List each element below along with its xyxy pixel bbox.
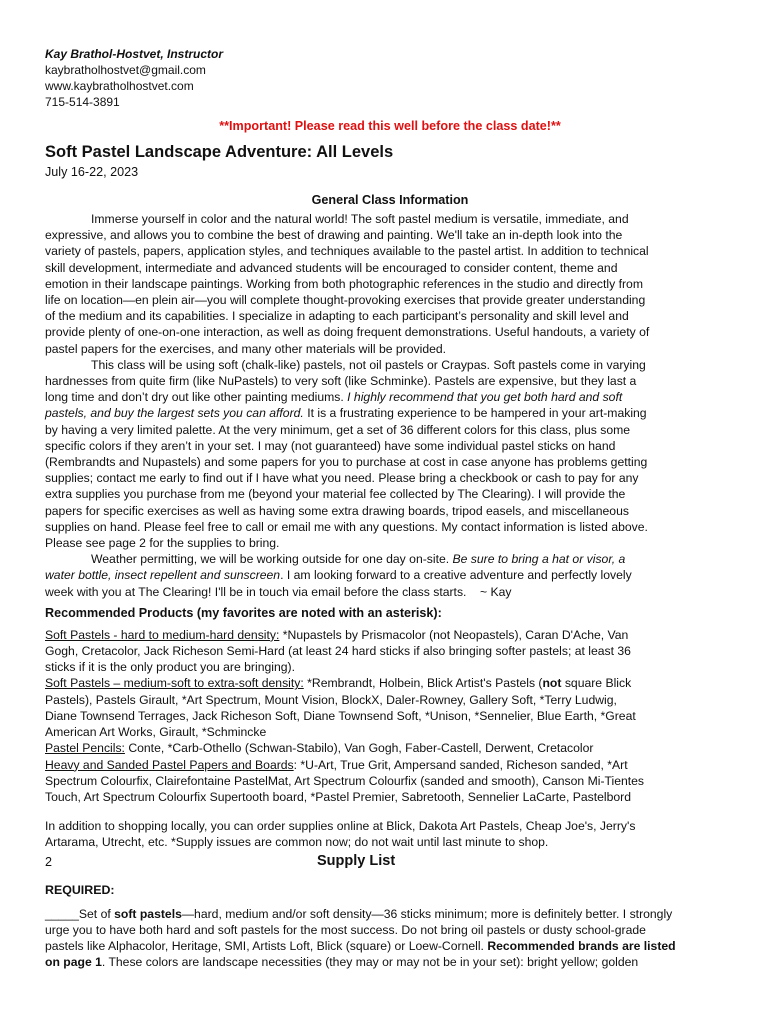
supply-item bbox=[45, 906, 735, 971]
emphasis-text: Recommended brands are listed bbox=[487, 938, 676, 953]
text-line bbox=[45, 757, 735, 773]
text-run: Conte, *Carb-Othello (Schwan-Stabilo), Van Gogh, Faber-Castell, Derwent, Cretacolor bbox=[124, 741, 594, 756]
text-line: life on location—en plein air—you will complete thought-provoking exercises that provide greater understanding bbox=[45, 293, 646, 308]
text-run: Weather permitting, we will be working outside for one day on-site. bbox=[91, 552, 453, 567]
text-line bbox=[45, 675, 735, 691]
text-run: . These colors are landscape necessities (they may or may not be in your set): bright yellow; golden bbox=[101, 955, 639, 970]
text-line bbox=[45, 389, 735, 405]
text-line: Spectrum Colourfix, Clairefontaine PastelMat, Art Spectrum Colourfix (sanded and smooth), Canson Mi-Tientes bbox=[45, 773, 645, 788]
instructor-phone: 715-514-3891 bbox=[45, 95, 120, 109]
category-label: Soft Pastels – medium-soft to extra-soft density: bbox=[45, 676, 304, 691]
text-line: Immerse yourself in color and the natural world! The soft pastel medium is versatile, immediate, and bbox=[91, 212, 629, 226]
text-line: specific colors if they aren’t in your set. I may (not guaranteed) have some individual pastel sticks on hand bbox=[45, 438, 616, 453]
text-run: : *U-Art, True Grit, Ampersand sanded, Richeson sanded, *Art bbox=[293, 757, 628, 772]
text-line: papers for specific exercises as well as having some extra drawing boards, tripod easels, and miscellaneous bbox=[45, 503, 629, 518]
text-line: This class will be using soft (chalk-like) pastels, not oil pastels or Craypas. Soft pastels come in varying bbox=[91, 357, 646, 372]
required-heading: REQUIRED: bbox=[45, 882, 115, 897]
emphasis-text: on page 1 bbox=[45, 955, 102, 970]
text-line: supplies; contact me early to find out if I have what you need. Please bring a checkbook or cash to pay for any bbox=[45, 471, 639, 486]
emphasis-text: I highly recommend that you get both hard and soft bbox=[347, 390, 623, 405]
text-line: Pastels), Pastels Girault, *Art Spectrum, Mount Vision, BlockX, Daler-Rowney, Gallery Soft, *Terry Ludwig, bbox=[45, 692, 617, 707]
text-run: It is a frustrating experience to be hampered in your art-making bbox=[303, 406, 647, 421]
instructor-website: www.kaybratholhostvet.com bbox=[45, 79, 194, 93]
text-run: long time and don’t dry out like other painting mediums. bbox=[45, 390, 348, 405]
text-line: supplies on hand. Please feel free to call or email me with any questions. My contact information is listed above. bbox=[45, 519, 648, 534]
weather-paragraph bbox=[45, 551, 735, 600]
shopping-paragraph bbox=[45, 818, 735, 850]
text-line bbox=[45, 906, 735, 922]
text-line: extra supplies you purchase from me (beyond your material fee collected by The Clearing). I will provide the bbox=[45, 487, 626, 502]
text-line: variety of pastels, papers, application styles, and techniques available to the pastel artist. In addition to technical bbox=[45, 244, 649, 259]
text-line: (Rembrandts and Nupastels) and some papers for you to purchase at cost in case anyone has problems getting bbox=[45, 455, 648, 470]
instructor-header bbox=[45, 46, 735, 110]
emphasis-text: not bbox=[542, 676, 562, 691]
text-line: Gogh, Cretacolor, Jack Richeson Semi-Hard (at least 24 hard sticks if also bringing softer pastels; at least 36 bbox=[45, 644, 631, 659]
category-label: Heavy and Sanded Pastel Papers and Boards bbox=[45, 757, 294, 772]
category-label: Soft Pastels - hard to medium-hard density: bbox=[45, 627, 280, 642]
text-line bbox=[45, 551, 735, 567]
emphasis-text: Be sure to bring a hat or visor, a bbox=[452, 552, 626, 567]
class-date: July 16-22, 2023 bbox=[45, 165, 139, 179]
text-run: —hard, medium and/or soft density—36 sticks minimum; more is definitely better. I strongly bbox=[181, 906, 673, 921]
class-title: Soft Pastel Landscape Adventure: All Levels bbox=[45, 143, 394, 161]
text-line: Artarama, Utrecht, etc. *Supply issues are common now; do not wait until last minute to shop. bbox=[45, 835, 549, 850]
text-line: hardnesses from quite firm (like NuPastels) to very soft (like Schminke). Pastels are expensive, but they last a bbox=[45, 374, 637, 389]
emphasis-text: pastels, and buy the largest sets you can afford. bbox=[45, 406, 304, 421]
recommended-products bbox=[45, 627, 735, 805]
text-line: by having a very limited palette. At the very minimum, get a set of 36 different colors for this class, plus some bbox=[45, 422, 631, 437]
text-line: urge you to have both hard and soft pastels for the most success. Do not bring oil pastels or dusty school-grade bbox=[45, 922, 646, 937]
text-line: of the medium and its capabilities. I specialize in adapting to each participant’s personality and skill level and bbox=[45, 309, 629, 324]
emphasis-text: water bottle, insect repellent and sunscreen bbox=[45, 568, 281, 583]
instructor-email: kaybratholhostvet@gmail.com bbox=[45, 63, 206, 77]
general-info-heading: General Class Information bbox=[311, 193, 469, 207]
text-line bbox=[45, 740, 735, 756]
text-line: Touch, Art Spectrum Colourfix Supertooth board, *Pastel Premier, Sabretooth, Sennelier LaCarte, Pastelbord bbox=[45, 789, 631, 804]
text-line: In addition to shopping locally, you can order supplies online at Blick, Dakota Art Pastels, Cheap Joe's, Jerry's bbox=[45, 819, 636, 834]
text-line: American Art Works, Girault, *Schmincke bbox=[45, 725, 267, 740]
text-run: . I am looking forward to a creative adventure and perfectly lovely bbox=[280, 568, 632, 583]
text-line: provide plenty of one-on-one interaction, as well as doing frequent demonstrations. Useful handouts, a variety of bbox=[45, 325, 650, 340]
text-run: _____Set of bbox=[45, 906, 115, 921]
emphasis-text: soft pastels bbox=[114, 906, 182, 921]
text-run: square Blick bbox=[561, 676, 632, 691]
text-line: emotion in their landscape paintings. Working from both photographic references in the studio and directly from bbox=[45, 276, 643, 291]
pastels-paragraph bbox=[45, 357, 735, 551]
text-line: sticks if it is the only product you are bringing). bbox=[45, 660, 295, 675]
intro-paragraph bbox=[45, 211, 735, 357]
recommended-heading: Recommended Products (my favorites are noted with an asterisk): bbox=[45, 605, 442, 620]
text-line bbox=[45, 567, 735, 583]
text-line: pastel papers for the exercises, and many other materials will be provided. bbox=[45, 341, 447, 356]
text-line bbox=[45, 405, 735, 421]
text-run: *Rembrandt, Holbein, Blick Artist's Pastels ( bbox=[303, 676, 543, 691]
instructor-name: Kay Brathol-Hostvet, Instructor bbox=[45, 47, 224, 61]
supply-list-header bbox=[45, 853, 735, 873]
supply-list-title: Supply List bbox=[317, 852, 396, 869]
text-line bbox=[45, 954, 735, 970]
text-line bbox=[45, 938, 735, 954]
text-line: week with you at The Clearing! I'll be in touch via email before the class starts. ~ Kay bbox=[45, 584, 512, 599]
text-run: pastels like Alphacolor, Heritage, SMI, Artists Loft, Blick (square) or Loew-Cornell. bbox=[45, 938, 488, 953]
text-run: *Nupastels by Prismacolor (not Neopastels), Caran D'Ache, Van bbox=[279, 627, 629, 642]
text-line: expressive, and allows you to combine the best of drawing and painting. We'll take an in-depth look into the bbox=[45, 228, 623, 243]
text-line: Diane Townsend Terrages, Jack Richeson Soft, Diane Townsend Soft, *Unison, *Sennelier, Blue Earth, *Great bbox=[45, 708, 636, 723]
page-number: 2 bbox=[45, 854, 53, 869]
text-line: skill development, intermediate and advanced students will be encouraged to consider content, theme and bbox=[45, 260, 618, 275]
document-page bbox=[45, 46, 735, 970]
important-notice: **Important! Please read this well before the class date!** bbox=[219, 119, 561, 133]
text-line bbox=[45, 627, 735, 643]
text-line: Please see page 2 for the supplies to bring. bbox=[45, 536, 280, 551]
category-label: Pastel Pencils: bbox=[45, 741, 125, 756]
